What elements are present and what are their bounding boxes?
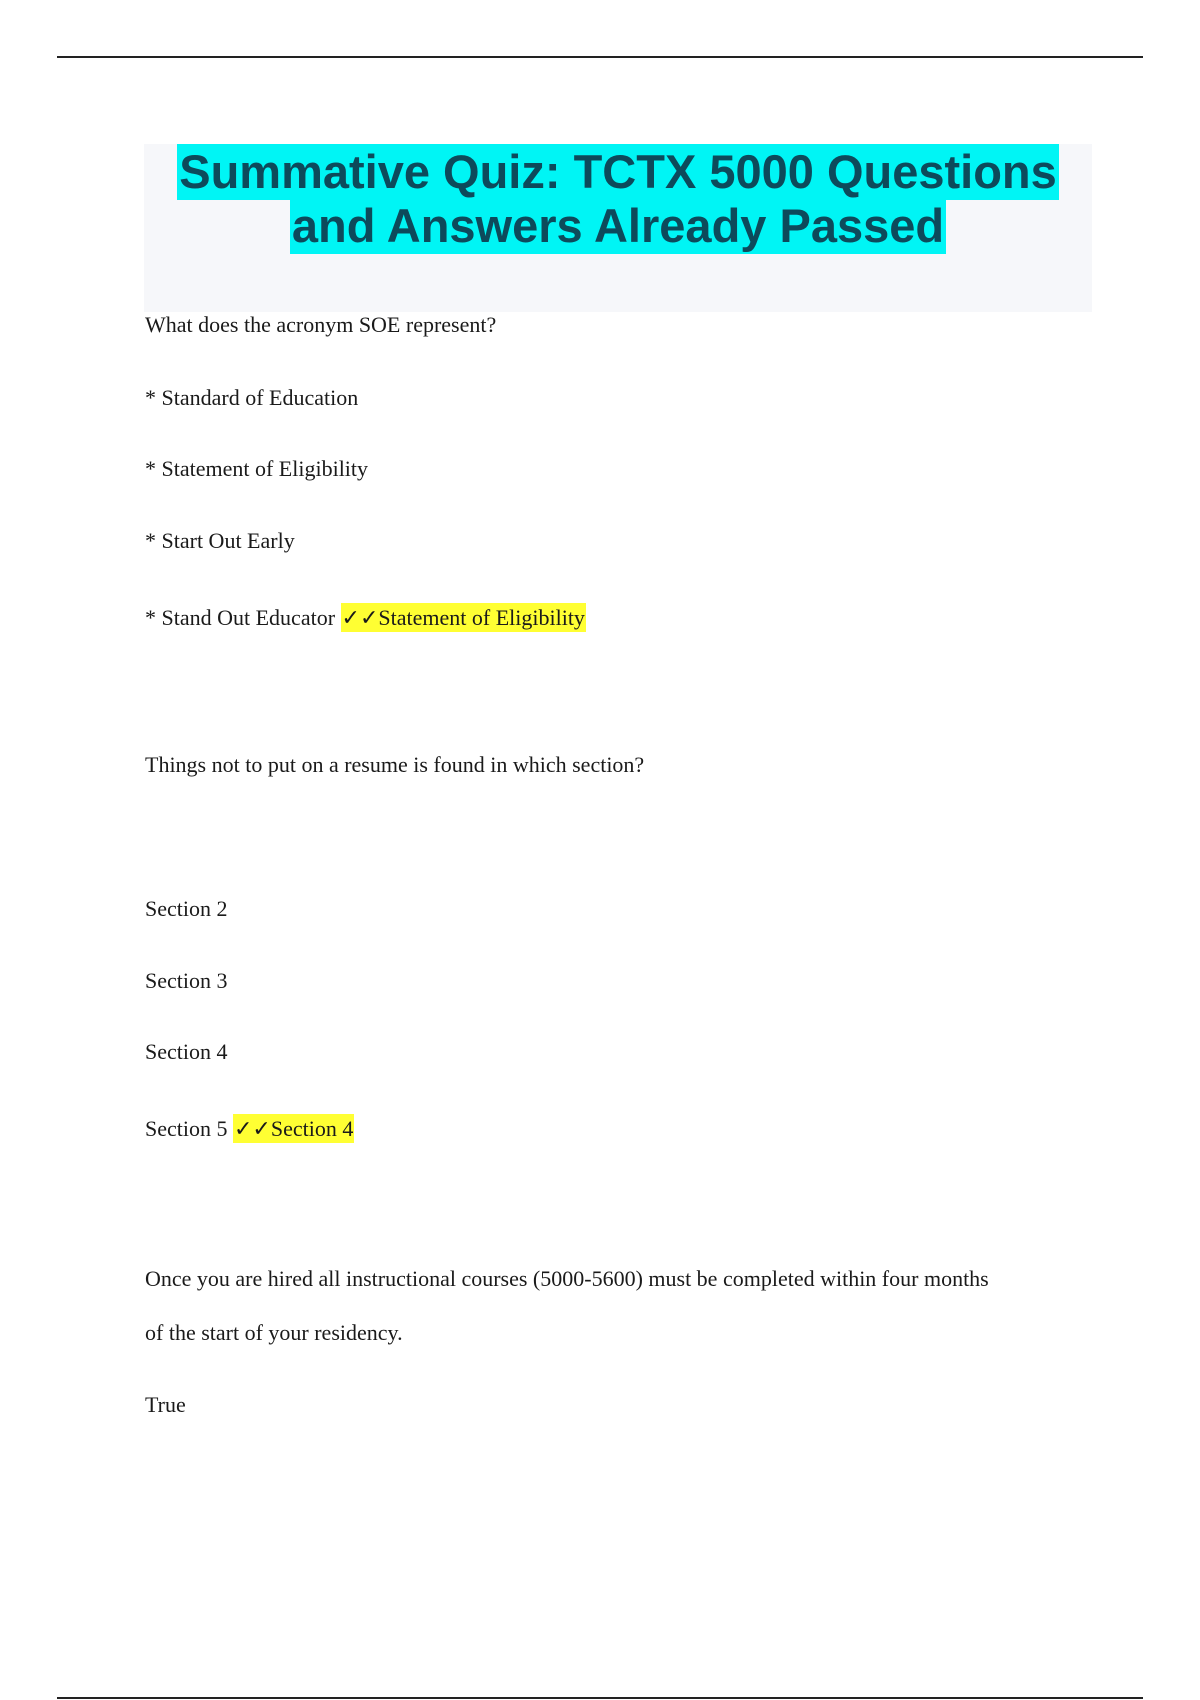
bottom-rule — [57, 1697, 1143, 1699]
question-2-option-2: Section 3 — [145, 968, 228, 993]
document-title-line-1: Summative Quiz: TCTX 5000 Questions — [179, 145, 1057, 198]
question-3-text-line-1: Once you are hired all instructional courses (5000-5600) must be completed within four months — [145, 1266, 989, 1291]
question-1-option-4: * Stand Out Educator — [145, 605, 336, 630]
question-3-option-1: True — [145, 1392, 186, 1417]
question-2-option-4-row — [145, 1114, 354, 1144]
question-1-option-4-row — [145, 603, 586, 633]
question-3-text-line-2: of the start of your residency. — [145, 1320, 403, 1345]
question-1-option-3: * Start Out Early — [145, 528, 295, 553]
question-1-text: What does the acronym SOE represent? — [145, 312, 497, 337]
question-1-option-2: * Statement of Eligibility — [145, 456, 369, 481]
question-2-option-3: Section 4 — [145, 1039, 228, 1064]
question-2-option-4: Section 5 — [145, 1116, 228, 1141]
question-1-answer: ✓✓Statement of Eligibility — [341, 605, 585, 630]
question-2-answer: ✓✓Section 4 — [234, 1116, 354, 1141]
question-1-option-1: * Standard of Education — [145, 385, 359, 410]
question-2-text: Things not to put on a resume is found in which section? — [145, 752, 645, 777]
document-title-line-2: and Answers Already Passed — [291, 199, 945, 252]
question-2-option-1: Section 2 — [145, 896, 228, 921]
title-block — [144, 144, 1092, 312]
top-rule — [57, 56, 1143, 58]
